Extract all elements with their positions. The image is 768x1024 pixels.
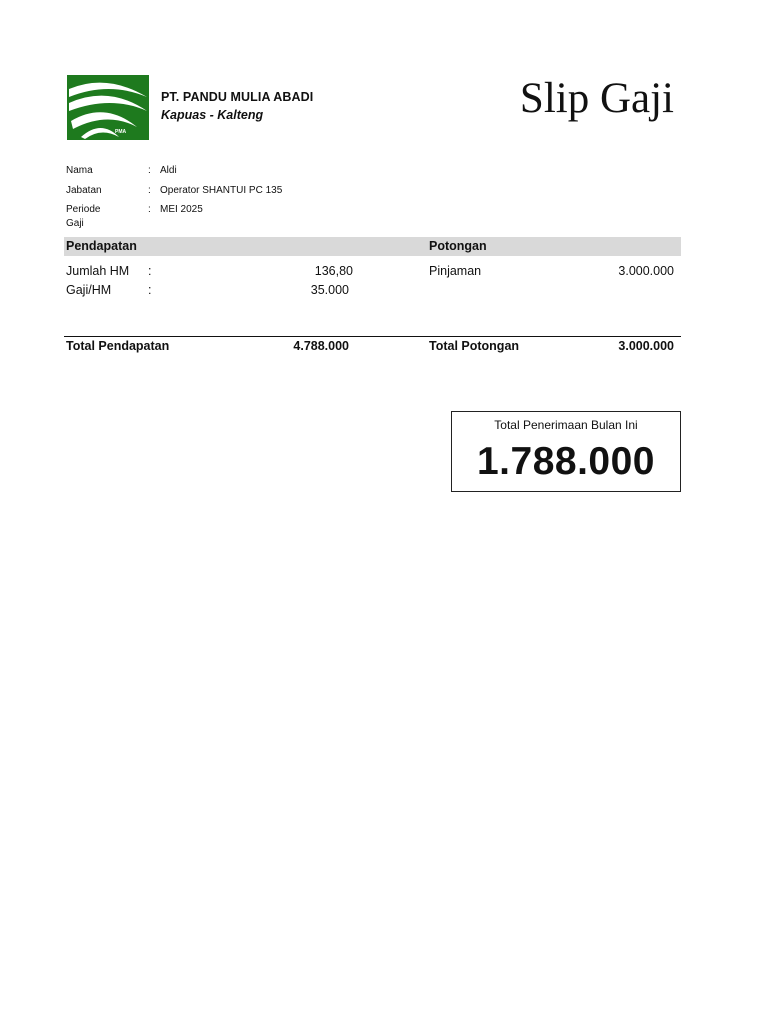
income-item-label: Gaji/HM [66, 283, 112, 297]
deduction-item-label: Pinjaman [429, 264, 482, 278]
deduction-item-value: 3.000.000 [618, 264, 674, 278]
income-item-label: Jumlah HM [66, 264, 130, 278]
deductions-total-label: Total Potongan [429, 339, 520, 353]
info-colon: : [148, 165, 151, 176]
info-label: Jabatan [66, 184, 102, 196]
income-item-value: 35.000 [310, 283, 349, 297]
info-label: Nama [66, 165, 93, 176]
income-total-label: Total Pendapatan [66, 339, 170, 353]
company-header [161, 90, 313, 122]
info-label: Periode Gaji [66, 204, 101, 229]
income-item-colon: : [148, 283, 152, 297]
section-header-band [64, 237, 681, 256]
info-colon: : [148, 184, 151, 196]
info-colon: : [148, 204, 151, 215]
deductions-header: Potongan [429, 239, 487, 253]
company-logo-graphic [67, 75, 149, 140]
document-title: Slip Gaji [519, 75, 674, 122]
company-location: Kapuas - Kalteng [161, 108, 264, 122]
net-pay-value: 1.788.000 [476, 440, 655, 483]
income-header: Pendapatan [66, 239, 137, 253]
info-value: Aldi [160, 165, 177, 176]
logo-initials: PMA [115, 129, 127, 135]
deductions-total-value: 3.000.000 [618, 339, 674, 353]
income-total-value: 4.788.000 [293, 339, 349, 353]
company-logo [67, 75, 149, 140]
income-item-colon: : [148, 264, 152, 278]
info-value: MEI 2025 [160, 204, 203, 215]
info-value: Operator SHANTUI PC 135 [160, 184, 283, 196]
company-name: PT. PANDU MULIA ABADI [161, 90, 314, 104]
totals-divider [64, 336, 681, 337]
income-item-value: 136,80 [314, 264, 353, 278]
net-pay-box [451, 411, 681, 492]
net-pay-label: Total Penerimaan Bulan Ini [494, 418, 638, 432]
